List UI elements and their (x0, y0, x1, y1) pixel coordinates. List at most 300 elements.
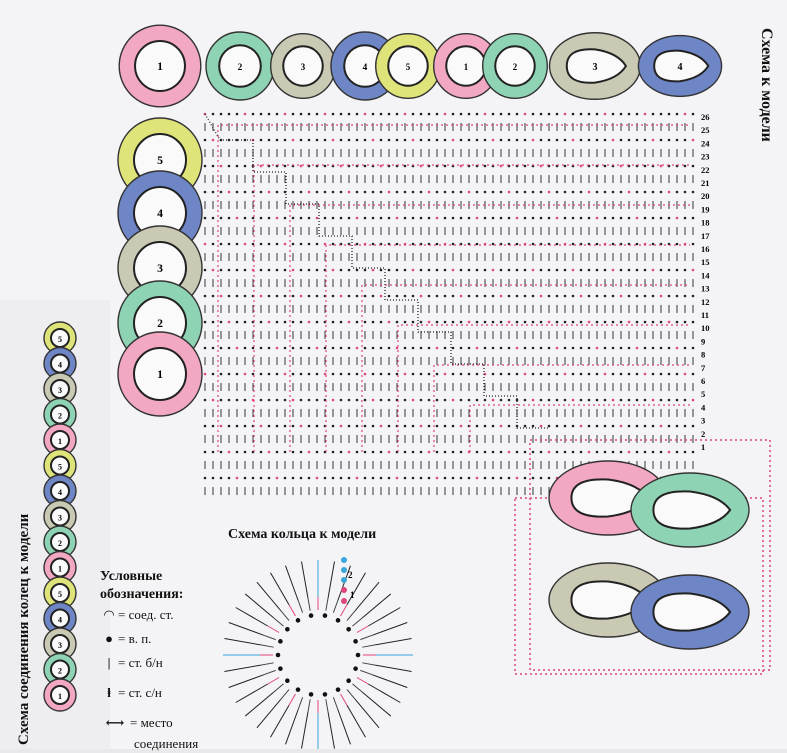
chain-stitch (268, 243, 271, 246)
ring-start-dot (341, 598, 347, 604)
chain-stitch (580, 347, 583, 350)
chain-stitch (524, 425, 527, 428)
chain-stitch (372, 399, 375, 402)
chain-stitch (308, 451, 311, 454)
chain-stitch (204, 269, 207, 272)
chain-stitch (492, 139, 495, 142)
chain-stitch (676, 347, 679, 350)
chain-stitch (596, 113, 599, 116)
chain-stitch (324, 165, 327, 168)
chain-stitch (356, 399, 359, 402)
chain-stitch (628, 269, 631, 272)
chain-stitch (220, 399, 223, 402)
chain-stitch (260, 347, 263, 350)
chain-stitch (620, 269, 623, 272)
chain-stitch (572, 243, 575, 246)
chain-stitch (468, 373, 471, 376)
chain-stitch (452, 425, 455, 428)
chain-stitch (660, 321, 663, 324)
ring-inner-stitch (261, 645, 274, 647)
chain-stitch (548, 217, 551, 220)
chain-stitch (588, 113, 591, 116)
chain-stitch (556, 321, 559, 324)
chain-stitch (580, 399, 583, 402)
chain-stitch (668, 373, 671, 376)
chain-stitch (460, 425, 463, 428)
chain-stitch (372, 425, 375, 428)
ring-inner-stitch (261, 663, 274, 665)
legend-text: = соед. ст. (118, 606, 174, 622)
chain-stitch (212, 139, 215, 142)
ring-stitch (224, 639, 260, 645)
chain-stitch (564, 295, 567, 298)
chain-stitch (292, 373, 295, 376)
chain-stitch (548, 451, 551, 454)
chain-stitch (556, 451, 559, 454)
chain-stitch (500, 191, 503, 194)
ring-chain-dot (353, 666, 358, 671)
chain-stitch (348, 399, 351, 402)
chain-stitch (676, 451, 679, 454)
chain-stitch (324, 373, 327, 376)
chain-stitch (388, 321, 391, 324)
chain-stitch (444, 139, 447, 142)
chain-stitch (684, 269, 687, 272)
chain-stitch (236, 399, 239, 402)
ring-start-dot (341, 587, 347, 593)
chain-stitch (420, 347, 423, 350)
chain-stitch (308, 321, 311, 324)
ring-stitch (373, 623, 408, 636)
chain-stitch (260, 217, 263, 220)
chain-stitch (428, 425, 431, 428)
chain-stitch (212, 425, 215, 428)
ring-label: 3 (58, 641, 62, 650)
chain-stitch (692, 243, 695, 246)
ring-stitch (373, 675, 408, 688)
top-ring (376, 34, 441, 99)
chain-stitch (524, 269, 527, 272)
chain-stitch (460, 295, 463, 298)
chain-stitch (460, 217, 463, 220)
chain-stitch (284, 295, 287, 298)
chain-stitch (356, 139, 359, 142)
top-ring (271, 34, 336, 99)
chain-stitch (268, 113, 271, 116)
chain-stitch (348, 113, 351, 116)
chain-stitch (444, 321, 447, 324)
chain-stitch (324, 217, 327, 220)
chain-stitch (268, 139, 271, 142)
ring-stitch (347, 705, 366, 737)
legend-item-join (100, 711, 198, 735)
chain-stitch (540, 425, 543, 428)
chain-stitch (556, 139, 559, 142)
chain-stitch (420, 217, 423, 220)
ring-inner-stitch (333, 697, 337, 709)
chain-stitch (524, 451, 527, 454)
chain-stitch (492, 269, 495, 272)
chain-stitch (212, 165, 215, 168)
chain-stitch (604, 165, 607, 168)
chain-stitch (596, 243, 599, 246)
chain-stitch (516, 113, 519, 116)
chain-stitch (372, 243, 375, 246)
ring-inner-stitch (326, 699, 328, 712)
chain-stitch (636, 347, 639, 350)
chain-stitch (692, 373, 695, 376)
ring-inner-stitch (352, 684, 362, 692)
chain-stitch (300, 321, 303, 324)
chain-stitch (300, 191, 303, 194)
chain-stitch (652, 217, 655, 220)
ring-inner-stitch (362, 663, 375, 665)
chain-stitch (636, 269, 639, 272)
chain-stitch (516, 269, 519, 272)
chain-stitch (476, 217, 479, 220)
model-scheme-title: Схема к модели (758, 28, 775, 142)
chain-stitch (644, 451, 647, 454)
chain-stitch (260, 269, 263, 272)
chain-stitch (220, 295, 223, 298)
chain-stitch (492, 477, 495, 480)
chain-stitch (572, 113, 575, 116)
chain-stitch (348, 477, 351, 480)
row-number: 15 (701, 257, 710, 268)
chain-stitch (332, 347, 335, 350)
chain-stitch (348, 451, 351, 454)
chain-stitch (540, 373, 543, 376)
chain-stitch (428, 477, 431, 480)
chain-stitch (500, 477, 503, 480)
chain-stitch (668, 399, 671, 402)
chain-stitch (508, 477, 511, 480)
chain-stitch (212, 451, 215, 454)
chain-stitch (676, 373, 679, 376)
ring-stitch (236, 684, 268, 703)
legend-text: = в. п. (118, 630, 152, 646)
chain-stitch (540, 139, 543, 142)
chain-stitch (492, 113, 495, 116)
chain-stitch (284, 373, 287, 376)
corner-ring-group (549, 461, 749, 649)
chain-stitch (276, 243, 279, 246)
chain-stitch (596, 321, 599, 324)
chain-stitch (628, 321, 631, 324)
chain-stitch (236, 373, 239, 376)
chain-stitch (532, 243, 535, 246)
ring-label: 1 (463, 62, 469, 72)
chain-stitch (276, 373, 279, 376)
chain-stitch (364, 217, 367, 220)
pink-frame-line (254, 165, 690, 452)
chain-stitch (252, 243, 255, 246)
chain-stitch (300, 347, 303, 350)
chain-stitch (404, 425, 407, 428)
chain-stitch (388, 269, 391, 272)
chain-stitch (332, 425, 335, 428)
ring-inner-stitch (268, 626, 279, 633)
chain-stitch (292, 425, 295, 428)
chain-stitch (660, 269, 663, 272)
ring-label: 4 (362, 63, 368, 73)
chain-stitch (244, 113, 247, 116)
chain-stitch (676, 321, 679, 324)
chain-stitch (468, 477, 471, 480)
chain-stitch (300, 217, 303, 220)
chain-stitch (620, 373, 623, 376)
chain-stitch (532, 347, 535, 350)
chain-stitch (556, 269, 559, 272)
row-number: 19 (701, 204, 710, 215)
chain-stitch (276, 139, 279, 142)
chain-stitch (204, 191, 207, 194)
chain-stitch (284, 347, 287, 350)
ring-stitch (338, 710, 351, 745)
row-number: 21 (701, 178, 710, 188)
chain-stitch (540, 477, 543, 480)
chain-stitch (668, 451, 671, 454)
chain-stitch (252, 113, 255, 116)
chain-stitch (540, 217, 543, 220)
chain-stitch (404, 217, 407, 220)
chain-stitch (476, 399, 479, 402)
chain-stitch (676, 425, 679, 428)
ring-stitch (328, 561, 334, 597)
chain-stitch (204, 373, 207, 376)
chain-stitch (612, 321, 615, 324)
row-number: 13 (701, 283, 710, 294)
chain-stitch (676, 113, 679, 116)
row-number: 6 (701, 376, 706, 386)
chain-stitch (412, 347, 415, 350)
chain-stitch (212, 217, 215, 220)
chain-stitch (348, 347, 351, 350)
ring-chain-dot (276, 653, 281, 658)
chain-stitch (572, 217, 575, 220)
chain-stitch (692, 191, 695, 194)
ring-label: 4 (58, 360, 62, 370)
chain-stitch (500, 295, 503, 298)
chain-stitch (436, 373, 439, 376)
ring-stitch (368, 684, 400, 703)
chain-stitch (580, 451, 583, 454)
chain-stitch (660, 113, 663, 116)
chain-stitch (652, 191, 655, 194)
row-number: 22 (701, 164, 710, 175)
chain-stitch (452, 191, 455, 194)
chain-stitch (660, 139, 663, 142)
chain-stitch (548, 191, 551, 194)
chain-stitch (276, 477, 279, 480)
chain-stitch (372, 113, 375, 116)
chain-stitch (388, 347, 391, 350)
chain-stitch (412, 113, 415, 116)
chain-stitch (596, 191, 599, 194)
chain-stitch (372, 321, 375, 324)
chain-stitch (260, 399, 263, 402)
chain-stitch (540, 295, 543, 298)
chain-stitch (252, 217, 255, 220)
chain-stitch (444, 373, 447, 376)
ring-stitch (368, 608, 400, 627)
chain-stitch (380, 347, 383, 350)
chain-stitch (348, 321, 351, 324)
chain-stitch (372, 477, 375, 480)
chain-stitch (324, 191, 327, 194)
chain-stitch (372, 373, 375, 376)
chain-stitch (684, 321, 687, 324)
chain-stitch (460, 139, 463, 142)
chain-stitch (644, 295, 647, 298)
chain-stitch (668, 113, 671, 116)
chain-stitch (380, 269, 383, 272)
ring-inner-stitch (341, 605, 348, 616)
chain-stitch (484, 425, 487, 428)
chain-stitch (644, 347, 647, 350)
chain-stitch (348, 295, 351, 298)
chain-stitch (660, 399, 663, 402)
chain-stitch (684, 191, 687, 194)
chain-stitch (660, 165, 663, 168)
chain-stitch (348, 191, 351, 194)
chain-stitch (476, 243, 479, 246)
chain-stitch (692, 139, 695, 142)
ring-label: 5 (157, 154, 163, 167)
chain-stitch (436, 425, 439, 428)
pink-frame-line (290, 205, 690, 452)
chain-stitch (220, 451, 223, 454)
ring-inner-stitch (362, 645, 375, 647)
chain-stitch (228, 451, 231, 454)
chain-stitch (284, 425, 287, 428)
chain-stitch (308, 347, 311, 350)
ring-stitch (375, 665, 411, 671)
ring-inner-stitch (347, 611, 355, 621)
row-number: 25 (701, 125, 710, 136)
chain-stitch (324, 477, 327, 480)
chain-stitch (508, 347, 511, 350)
chain-stitch (356, 451, 359, 454)
chain-stitch (684, 139, 687, 142)
chain-stitch (308, 477, 311, 480)
chain-stitch (220, 217, 223, 220)
chain-stitch (420, 425, 423, 428)
chain-stitch (220, 373, 223, 376)
chain-stitch (396, 217, 399, 220)
chain-stitch (564, 347, 567, 350)
chain-stitch (620, 139, 623, 142)
chain-stitch (436, 295, 439, 298)
pink-frame-line (470, 405, 690, 452)
ring-label: 5 (405, 62, 411, 72)
chain-stitch (268, 477, 271, 480)
chain-stitch (276, 113, 279, 116)
chain-stitch (244, 477, 247, 480)
stair-edge (205, 114, 550, 428)
chain-stitch (484, 477, 487, 480)
chain-stitch (332, 191, 335, 194)
chain-stitch (508, 269, 511, 272)
chain-stitch (508, 191, 511, 194)
ring-label: 1 (157, 61, 163, 73)
chain-stitch (540, 113, 543, 116)
chain-stitch (652, 321, 655, 324)
chain-stitch (388, 373, 391, 376)
chain-stitch (628, 451, 631, 454)
chain-stitch (612, 373, 615, 376)
ring-label: 3 (157, 262, 163, 275)
chain-stitch (460, 321, 463, 324)
chain-stitch (332, 477, 335, 480)
ring-stitch (271, 573, 290, 605)
chain-stitch (636, 113, 639, 116)
chain-stitch (364, 477, 367, 480)
chain-stitch (580, 321, 583, 324)
chain-stitch (204, 295, 207, 298)
chain-stitch (684, 451, 687, 454)
chain-stitch (340, 113, 343, 116)
top-ring (206, 32, 274, 100)
chain-stitch (228, 191, 231, 194)
chain-stitch (388, 139, 391, 142)
chain-stitch (364, 347, 367, 350)
ring-label: 1 (58, 692, 62, 701)
chain-stitch (260, 425, 263, 428)
chain-stitch (228, 477, 231, 480)
ring-chain-dot (278, 666, 283, 671)
chain-stitch (524, 373, 527, 376)
chain-stitch (244, 191, 247, 194)
chain-stitch (396, 373, 399, 376)
chain-stitch (436, 113, 439, 116)
chain-stitch (524, 191, 527, 194)
chain-stitch (412, 295, 415, 298)
chain-stitch (292, 295, 295, 298)
chain-stitch (388, 191, 391, 194)
chain-stitch (300, 477, 303, 480)
chain-stitch (588, 269, 591, 272)
chain-stitch (596, 217, 599, 220)
chain-stitch (460, 477, 463, 480)
chain-stitch (324, 113, 327, 116)
chain-stitch (236, 191, 239, 194)
chain-stitch (484, 399, 487, 402)
chain-stitch (508, 451, 511, 454)
chain-stitch (372, 451, 375, 454)
chain-stitch (500, 347, 503, 350)
chain-stitch (380, 373, 383, 376)
chain-stitch (476, 451, 479, 454)
chain-stitch (340, 165, 343, 168)
chain-stitch (332, 139, 335, 142)
chain-stitch (692, 425, 695, 428)
chain-stitch (556, 373, 559, 376)
chain-stitch (268, 425, 271, 428)
chain-stitch (684, 113, 687, 116)
chain-stitch (372, 347, 375, 350)
chain-stitch (204, 139, 207, 142)
chain-stitch (628, 191, 631, 194)
chain-stitch (604, 113, 607, 116)
chain-stitch (628, 399, 631, 402)
chain-stitch (676, 295, 679, 298)
chain-stitch (580, 269, 583, 272)
join-arrow-icon: ⟷ (105, 714, 125, 730)
ring-stitch (375, 639, 411, 645)
chain-stitch (460, 399, 463, 402)
ring-row-label: 1 (350, 590, 355, 600)
